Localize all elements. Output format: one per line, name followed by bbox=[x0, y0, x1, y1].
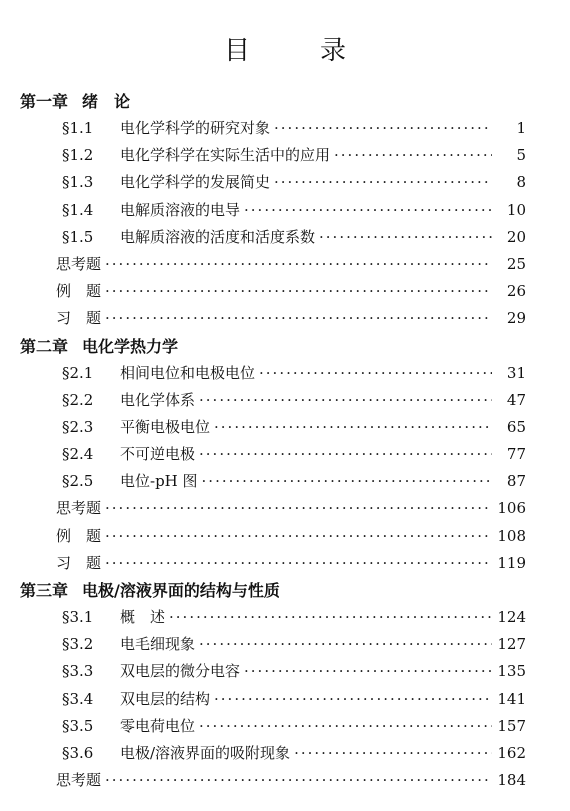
section-number: §3.5 bbox=[62, 716, 94, 735]
chapter-label: 第二章 bbox=[20, 336, 69, 356]
section-title: 习 题 bbox=[56, 309, 102, 328]
dot-leader bbox=[294, 740, 492, 767]
section-number: §1.3 bbox=[62, 173, 94, 192]
page-number: 157 bbox=[497, 716, 526, 735]
dot-leader bbox=[214, 414, 492, 441]
section-number: §1.4 bbox=[62, 200, 94, 219]
page-title-char-1: 目 bbox=[223, 36, 250, 66]
section-title: 例 题 bbox=[56, 282, 102, 301]
dot-leader bbox=[169, 604, 492, 631]
section-title: 电化学体系 bbox=[120, 390, 196, 409]
section-number: §1.2 bbox=[62, 146, 94, 165]
dot-leader bbox=[244, 658, 492, 685]
page-number: 47 bbox=[506, 390, 526, 409]
section-title: 思考题 bbox=[56, 254, 102, 273]
toc-entry[interactable] bbox=[0, 767, 570, 794]
section-number: §1.1 bbox=[62, 119, 94, 137]
section-number: §1.5 bbox=[62, 227, 94, 246]
toc-entry[interactable] bbox=[0, 713, 570, 740]
section-title: 电极/溶液界面的吸附现象 bbox=[120, 743, 291, 762]
toc-entry[interactable] bbox=[0, 604, 570, 631]
page-number: 124 bbox=[497, 608, 526, 626]
section-title: 不可逆电极 bbox=[120, 445, 196, 464]
page-title bbox=[0, 30, 570, 67]
toc-entry[interactable] bbox=[0, 305, 570, 332]
dot-leader bbox=[244, 197, 492, 224]
page-number: 162 bbox=[497, 743, 526, 762]
toc-entry[interactable] bbox=[0, 278, 570, 305]
page-number: 127 bbox=[497, 635, 526, 654]
dot-leader bbox=[214, 686, 492, 713]
chapter-label: 第三章 bbox=[20, 581, 69, 600]
dot-leader bbox=[259, 360, 492, 387]
section-title: 双电层的结构 bbox=[120, 689, 211, 708]
chapter-title: 电极/溶液界面的结构与性质 bbox=[82, 581, 280, 600]
chapter-title: 绪 论 bbox=[82, 92, 131, 111]
page-number: 87 bbox=[506, 472, 526, 491]
table-of-contents bbox=[0, 88, 570, 794]
dot-leader bbox=[105, 305, 492, 332]
section-title: 概 述 bbox=[120, 608, 166, 626]
chapter-heading[interactable] bbox=[0, 333, 570, 360]
toc-entry[interactable] bbox=[0, 441, 570, 468]
page-number: 135 bbox=[497, 662, 526, 681]
chapter-label: 第一章 bbox=[20, 92, 69, 111]
dot-leader bbox=[105, 278, 492, 305]
section-title: 电化学科学的发展简史 bbox=[120, 173, 271, 192]
dot-leader bbox=[334, 142, 492, 169]
toc-entry[interactable] bbox=[0, 224, 570, 251]
page-number: 29 bbox=[506, 309, 526, 328]
section-title: 电解质溶液的电导 bbox=[120, 200, 241, 219]
section-number: §2.1 bbox=[62, 363, 94, 382]
section-title: 思考题 bbox=[56, 499, 102, 518]
page-number: 119 bbox=[497, 553, 526, 572]
section-title: 零电荷电位 bbox=[120, 716, 196, 735]
section-title: 电毛细现象 bbox=[120, 635, 196, 654]
dot-leader bbox=[319, 224, 492, 251]
dot-leader bbox=[105, 251, 492, 278]
toc-entry[interactable] bbox=[0, 251, 570, 278]
dot-leader bbox=[105, 550, 492, 577]
page-number: 184 bbox=[497, 771, 526, 790]
toc-entry[interactable] bbox=[0, 631, 570, 658]
toc-entry[interactable] bbox=[0, 169, 570, 196]
dot-leader bbox=[105, 523, 492, 550]
section-title: 电化学科学在实际生活中的应用 bbox=[120, 146, 331, 165]
section-title: 电化学科学的研究对象 bbox=[120, 119, 271, 137]
dot-leader bbox=[199, 387, 492, 414]
section-title: 思考题 bbox=[56, 771, 102, 790]
page-number: 65 bbox=[506, 417, 526, 436]
toc-entry[interactable] bbox=[0, 115, 570, 142]
section-title: 双电层的微分电容 bbox=[120, 662, 241, 681]
toc-entry[interactable] bbox=[0, 495, 570, 522]
section-title: 平衡电极电位 bbox=[120, 417, 211, 436]
dot-leader bbox=[105, 495, 492, 522]
toc-entry[interactable] bbox=[0, 523, 570, 550]
dot-leader bbox=[105, 767, 492, 794]
chapter-heading[interactable] bbox=[0, 88, 570, 115]
page-number: 5 bbox=[516, 146, 526, 165]
page-number: 77 bbox=[506, 445, 526, 464]
section-number: §2.5 bbox=[62, 472, 94, 491]
toc-entry[interactable] bbox=[0, 468, 570, 495]
page-number: 10 bbox=[506, 200, 526, 219]
chapter-title: 电化学热力学 bbox=[82, 336, 179, 356]
page-number: 26 bbox=[506, 282, 526, 301]
section-number: §3.4 bbox=[62, 689, 94, 708]
toc-entry[interactable] bbox=[0, 686, 570, 713]
toc-entry[interactable] bbox=[0, 414, 570, 441]
chapter-heading[interactable] bbox=[0, 577, 570, 604]
page-title-char-2: 录 bbox=[320, 36, 347, 66]
page-number: 31 bbox=[506, 363, 526, 382]
section-number: §3.2 bbox=[62, 635, 94, 654]
toc-entry[interactable] bbox=[0, 550, 570, 577]
section-title: 电位-pH 图 bbox=[120, 472, 198, 491]
section-title: 例 题 bbox=[56, 526, 102, 545]
dot-leader bbox=[199, 441, 492, 468]
page-number: 106 bbox=[497, 499, 526, 518]
toc-entry[interactable] bbox=[0, 360, 570, 387]
section-title: 电解质溶液的活度和活度系数 bbox=[120, 227, 316, 246]
section-number: §3.1 bbox=[62, 608, 94, 626]
toc-entry[interactable] bbox=[0, 740, 570, 767]
section-number: §2.2 bbox=[62, 390, 94, 409]
page-number: 108 bbox=[497, 526, 526, 545]
toc-entry[interactable] bbox=[0, 197, 570, 224]
section-number: §3.3 bbox=[62, 662, 94, 681]
dot-leader bbox=[199, 713, 492, 740]
toc-entry[interactable] bbox=[0, 387, 570, 414]
dot-leader bbox=[202, 468, 492, 495]
section-title: 相间电位和电极电位 bbox=[120, 363, 256, 382]
dot-leader bbox=[274, 169, 492, 196]
dot-leader bbox=[199, 631, 492, 658]
page-number: 1 bbox=[516, 119, 526, 137]
page-number: 141 bbox=[497, 689, 526, 708]
toc-entry[interactable] bbox=[0, 142, 570, 169]
section-title: 习 题 bbox=[56, 553, 102, 572]
toc-entry[interactable] bbox=[0, 658, 570, 685]
section-number: §2.3 bbox=[62, 417, 94, 436]
section-number: §3.6 bbox=[62, 743, 94, 762]
section-number: §2.4 bbox=[62, 445, 94, 464]
dot-leader bbox=[274, 115, 492, 142]
page-number: 25 bbox=[506, 254, 526, 273]
page-number: 20 bbox=[506, 227, 526, 246]
page-number: 8 bbox=[516, 173, 526, 192]
